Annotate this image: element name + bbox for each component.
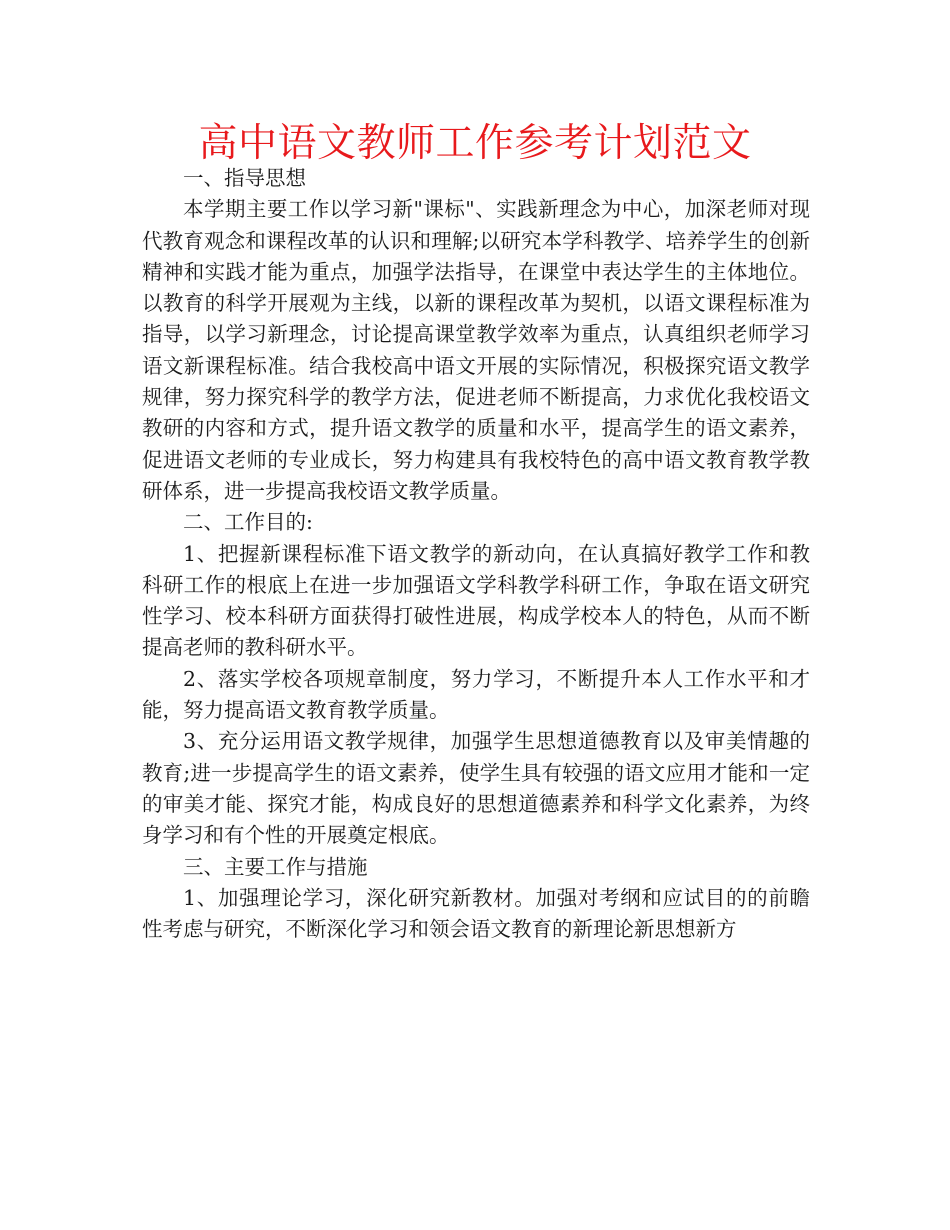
paragraph-guiding-ideology: 本学期主要工作以学习新"课标"、实践新理念为中心，加深老师对现代教育观念和课程改革的认识和理解;以研究本学科教学、培养学生的创新精神和实践才能为重点，加强学法指导，在课堂中表达学生的主体地位。以教育的科学开展观为主线，以新的课程改革为契机，以语文课程标准为指导，以学习新理念，讨论提高课堂教学效率为重点，认真组织老师学习语文新课程标准。结合我校高中语文开展的实际情况，积极探究语文教学规律，努力探究科学的教学方法，促进老师不断提高，力求优化我校语文教研的内容和方式，提升语文教学的质量和水平，提高学生的语文素养，促进语文老师的专业成长，努力构建具有我校特色的高中语文教育教学教研体系，进一步提高我校语文教学质量。 — [142, 197, 810, 503]
paragraph-goal-3: 3、充分运用语文教学规律，加强学生思想道德教育以及审美情趣的教育;进一步提高学生的语文素养，使学生具有较强的语文应用才能和一定的审美才能、探究才能，构成良好的思想道德素养和科学文化素养，为终身学习和有个性的开展奠定根底。 — [142, 729, 810, 848]
section-heading-main-work: 三、主要工作与措施 — [183, 854, 368, 879]
paragraph-goal-2: 2、落实学校各项规章制度，努力学习，不断提升本人工作水平和才能，努力提高语文教育教学质量。 — [142, 666, 810, 723]
document-body — [142, 163, 810, 945]
paragraph-goal-1: 1、把握新课程标准下语文教学的新动向，在认真搞好教学工作和教科研工作的根底上在进一步加强语文学科教学科研工作，争取在语文研究性学习、校本科研方面获得打破性进展，构成学校本人的特色，从而不断提高老师的教科研水平。 — [142, 541, 810, 660]
paragraph-work-1: 1、加强理论学习，深化研究新教材。加强对考纲和应试目的的前瞻性考虑与研究，不断深化学习和领会语文教育的新理论新思想新方 — [142, 885, 810, 942]
document-title: 高中语文教师工作参考计划范文 — [198, 121, 752, 166]
section-heading-guiding-ideology: 一、指导思想 — [183, 166, 306, 190]
section-heading-work-goals: 二、工作目的: — [183, 510, 313, 535]
